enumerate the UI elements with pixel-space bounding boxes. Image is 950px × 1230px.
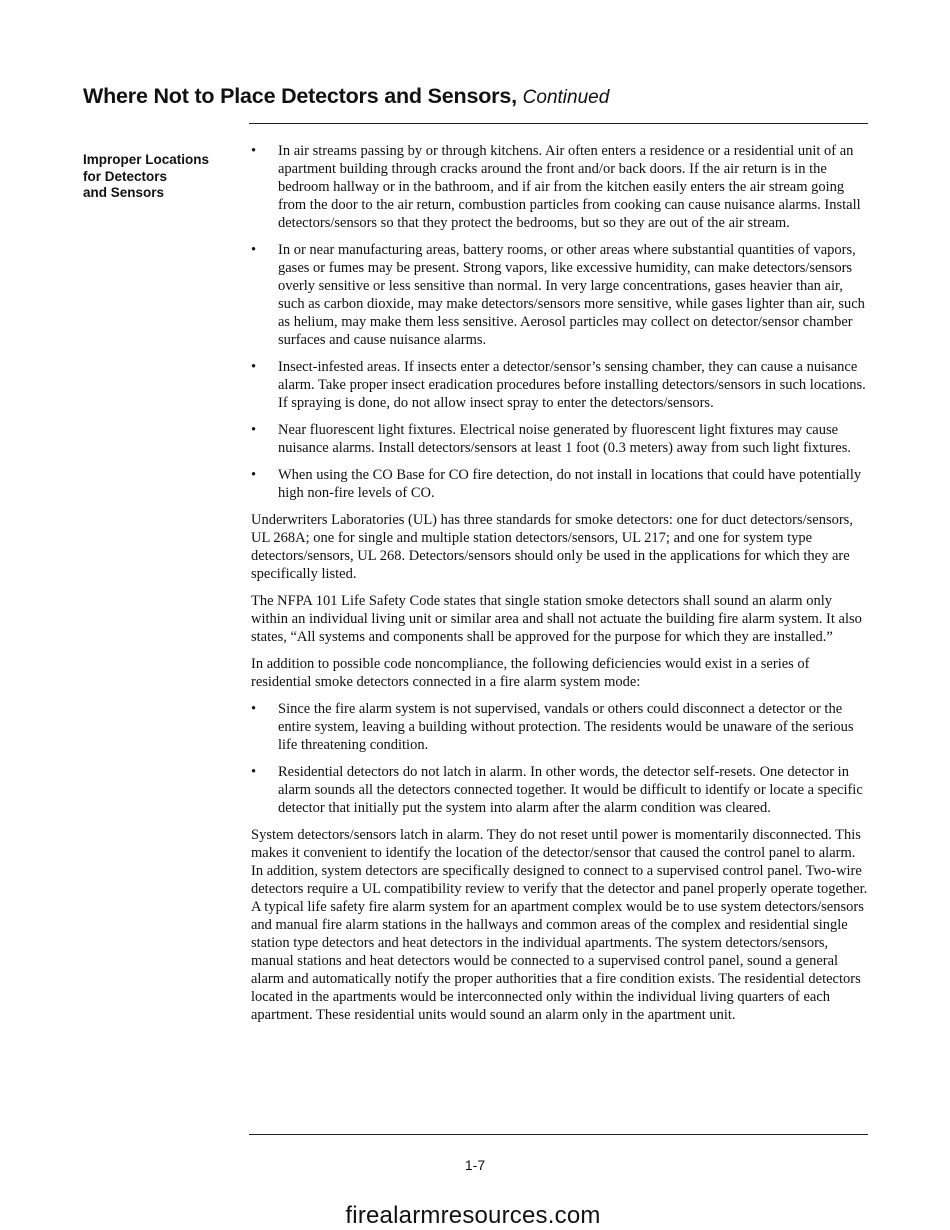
list-item-text: In air streams passing by or through kitchens. Air often enters a residence or a residential unit of an apartment building through cracks around the front and/or back doors. If the air return is in the bedroom hallway or in the bathroom, and if air from the kitchen easily enters the air stream going from the door to the air return, combustion particles from cooking can cause nuisance alarms. Install detectors/sensors so that they protect the bedrooms, but so they are out of the air stream. [278,143,861,231]
bullet-list-deficiencies [251,700,871,817]
footer-divider [249,1134,868,1135]
list-item [251,466,871,502]
bullet-glyph: • [251,701,257,717]
list-item-text: Near fluorescent light fixtures. Electrical noise generated by fluorescent light fixtures may cause nuisance alarms. Install detectors/sensors at least 1 foot (0.3 meters) away from such light fixtures. [278,422,851,456]
page-title-main: Where Not to Place Detectors and Sensors, [83,84,517,108]
list-item [251,763,871,817]
list-item-text: Residential detectors do not latch in alarm. In other words, the detector self-resets. One detector in alarm sounds all the detectors connected together. It would be difficult to identify or locate a specific detector that initially put the system into alarm after the alarm condition was cleared. [278,764,863,816]
header-divider [249,123,868,124]
list-item [251,358,871,412]
bullet-list-locations [251,142,871,502]
bullet-glyph: • [251,242,257,258]
bullet-glyph: • [251,467,257,483]
side-heading-line: for Detectors [83,168,168,184]
page-title-continued: Continued [522,87,610,108]
bullet-glyph: • [251,359,257,375]
list-item [251,142,871,232]
page-number: 1-7 [464,1157,486,1173]
paragraph-ul-standards: Underwriters Laboratories (UL) has three standards for smoke detectors: one for duct detectors/sensors, UL 268A; one for single and multiple station detectors/sensors, UL 217; and one for system type detectors/sensors, UL 268. Detectors/sensors should only be used in the applications for which they are specifically listed. [251,512,853,582]
bullet-glyph: • [251,422,257,438]
paragraph-system-detectors: System detectors/sensors latch in alarm. They do not reset until power is momentarily disconnected. This makes it convenient to identify the location of the detector/sensor that caused the control panel to alarm. In addition, system detectors are specifically designed to connect to a supervised control panel. Two-wire detectors require a UL compatibility review to verify that the detector and panel properly operate together. A typical life safety fire alarm system for an apartment complex would be to use system detectors/sensors and manual fire alarm stations in the hallways and common areas of the complex and residential single station type detectors and heat detectors in the individual apartments. The system detectors/sensors, manual stations and heat detectors would be connected to a supervised control panel, sound a general alarm and automatically notify the proper authorities that a fire condition exists. The residential detectors located in the apartments would be interconnected only within the individual living quarters of each apartment. These residential units would sound an alarm only in the apartment unit. [251,827,868,1023]
list-item [251,421,871,457]
page-title [83,84,609,109]
bullet-glyph: • [251,143,257,159]
main-content [251,142,871,1033]
paragraph-nfpa-101: The NFPA 101 Life Safety Code states that single station smoke detectors shall sound an alarm only within an individual living unit or similar area and shall not actuate the building fire alarm system. It also states, “All systems and components shall be approved for the purpose for which they are installed.” [251,593,862,645]
site-watermark: firealarmresources.com [345,1202,601,1229]
list-item [251,700,871,754]
side-heading [83,152,233,202]
bullet-glyph: • [251,764,257,780]
list-item-text: Since the fire alarm system is not supervised, vandals or others could disconnect a detector or the entire system, leaving a building without protection. The residents would be unaware of the serious life threatening condition. [278,701,854,753]
list-item [251,241,871,349]
list-item-text: Insect-infested areas. If insects enter a detector/sensor’s sensing chamber, they can cause a nuisance alarm. Take proper insect eradication procedures before installing detectors/sensors in such locations. If spraying is done, do not allow insect spray to enter the detectors/sensors. [278,359,866,411]
side-heading-line: and Sensors [83,185,165,200]
list-item-text: When using the CO Base for CO fire detection, do not install in locations that could have potentially high non-fire levels of CO. [278,467,862,501]
list-item-text: In or near manufacturing areas, battery rooms, or other areas where substantial quantities of vapors, gases or fumes may be present. Strong vapors, like excessive humidity, can make detectors/sensors overly sensitive or less sensitive than normal. In very large concentrations, gases heavier than air, such as carbon dioxide, may make detectors/sensors more sensitive, while gases lighter than air, such as helium, may make them less sensitive. Aerosol particles may collect on detector/sensor chamber surfaces and cause nuisance alarms. [278,242,865,348]
side-heading-line: Improper Locations [83,152,210,167]
paragraph-deficiencies-intro: In addition to possible code noncompliance, the following deficiencies would exist in a series of residential smoke detectors connected in a fire alarm system mode: [251,656,810,690]
